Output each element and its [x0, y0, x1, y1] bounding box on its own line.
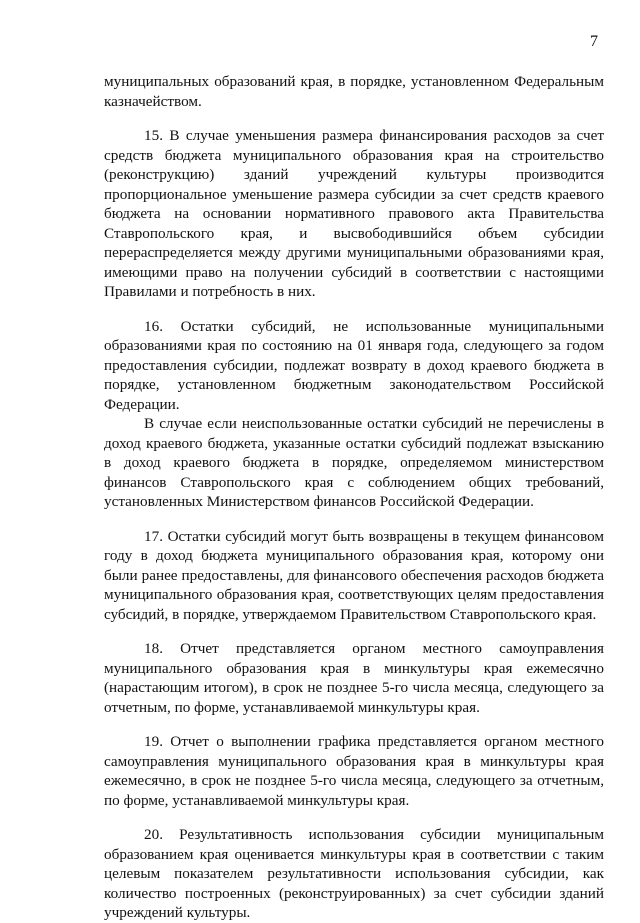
document-body — [104, 72, 604, 923]
paragraph-clause-15: 15. В случае уменьшения размера финансирования расходов за счет средств бюджета муниципального образования края на строительство (реконструкцию) зданий учреждений культуры производится пропорциональное уменьшение размера субсидии за счет средств краевого бюджета на основании нормативного правового акта Правительства Ставропольского края, и высвободившийся объем субсидии перераспределяется между другими муниципальными образованиями края, имеющими право на получении субсидий в соответствии с настоящими Правилами и потребность в них. — [104, 127, 604, 300]
paragraph-continuation: муниципальных образований края, в порядке, установленном Федеральным казначейством. — [104, 73, 604, 110]
page-number: 7 — [590, 33, 598, 50]
paragraph-clause-16: 16. Остатки субсидий, не использованные муниципальными образованиями края по состоянию на 01 января года, следующего за годом предоставления субсидии, подлежат возврату в доход краевого бюджета в порядке, установленном бюджетным законодательством Российской Федерации. — [104, 317, 604, 413]
paragraph-clause-16-continued: В случае если неиспользованные остатки субсидий не перечислены в доход краевого бюджета, указанные остатки субсидий подлежат взысканию в доход краевого бюджета в порядке, определяемом министерством финансов Ставропольского края с соблюдением общих требований, установленных Министерством финансов Российской Федерации. — [104, 415, 604, 510]
paragraph-clause-20: 20. Результативность использования субсидии муниципальным образованием края оценивается минкультуры края в соответствии с таким целевым показателем результативности использования субсидии, как количество построенных (реконструированных) за счет субсидии зданий учреждений культуры. — [104, 826, 604, 921]
paragraph-clause-19: 19. Отчет о выполнении графика представляется органом местного самоуправления муниципального образования края в минкультуры края ежемесячно, в срок не позднее 5-го числа месяца, следующего за отчетным, по форме, устанавливаемой минкультуры края. — [104, 733, 604, 809]
paragraph-clause-17: 17. Остатки субсидий могут быть возвращены в текущем финансовом году в доход бюджета муниципального образования края, которому они были ранее предоставлены, для финансового обеспечения расходов бюджета муниципального образования края, соответствующих целям предоставления субсидий, в порядке, утверждаемом Правительством Ставропольского края. — [104, 527, 604, 623]
paragraph-clause-18: 18. Отчет представляется органом местного самоуправления муниципального образования края в минкультуры края ежемесячно (нарастающим итогом), в срок не позднее 5-го числа месяца, следующего за отчетным, по форме, устанавливаемой минкультуры края. — [104, 640, 604, 716]
